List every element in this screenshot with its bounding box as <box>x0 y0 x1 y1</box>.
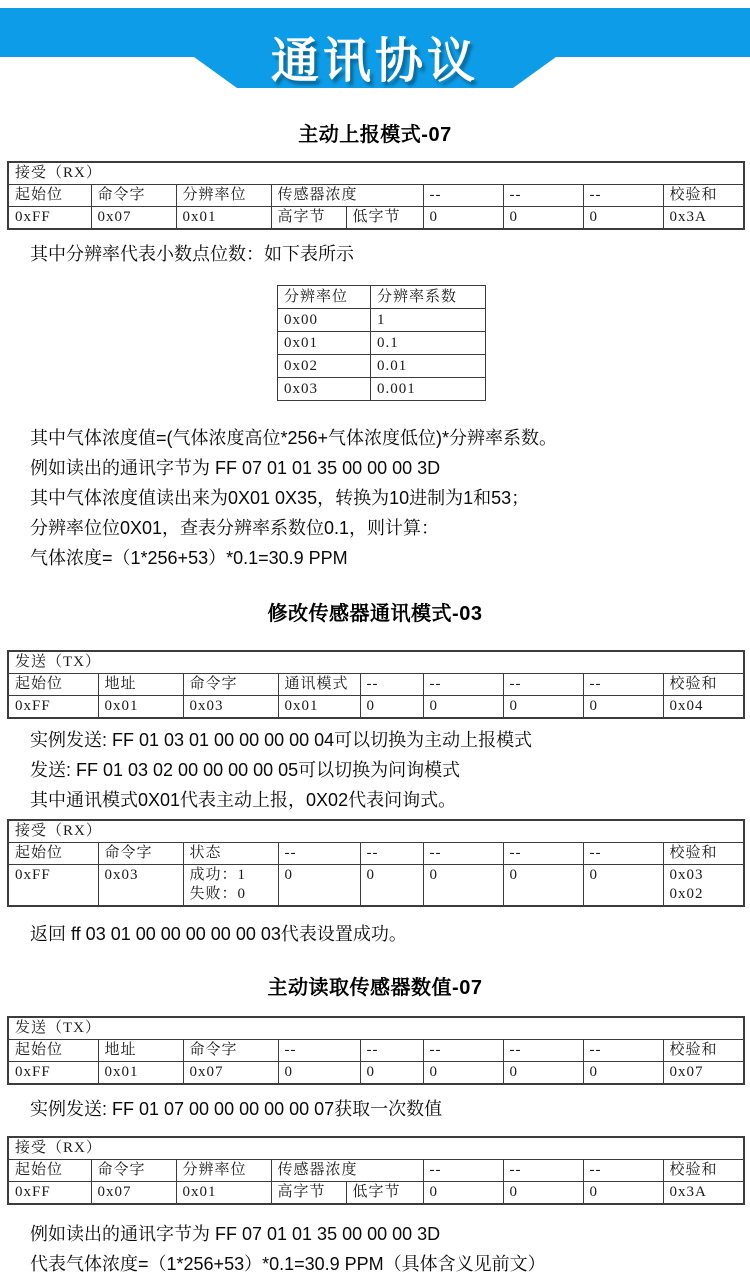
header-cell: -- <box>423 1160 503 1182</box>
rx-table-active-report <box>7 161 745 230</box>
paragraph-line: 分辨率位位0X01，查表分辨率系数位0.1，则计算： <box>30 518 440 538</box>
status-success-line: 成功：1 <box>189 867 247 883</box>
value-cell: 低字节 <box>346 207 423 230</box>
value-cell: 1 <box>371 309 486 332</box>
value-cell: 0xFF <box>8 865 98 907</box>
value-cell: 0x01 <box>98 1062 183 1085</box>
header-cell: 分辨率位 <box>176 1160 271 1182</box>
paragraph-line: 例如读出的通讯字节为 FF 07 01 01 35 00 00 00 3D <box>30 458 441 478</box>
header-cell: 状态 <box>183 843 278 865</box>
resolution-note: 其中分辨率代表小数点位数：如下表所示 <box>30 244 354 264</box>
header-cell: -- <box>503 1040 583 1062</box>
value-cell: 0 <box>583 1062 663 1085</box>
header-cell: -- <box>583 1160 663 1182</box>
value-cell: 0x07 <box>91 1182 176 1205</box>
paragraph-line: 发送: FF 01 03 02 00 00 00 00 05可以切换为问询模式 <box>30 760 461 780</box>
header-cell: -- <box>503 674 583 696</box>
value-cell: 0.01 <box>371 355 486 378</box>
value-cell: 0 <box>503 865 583 907</box>
header-cell: 命令字 <box>183 1040 278 1062</box>
header-cell: -- <box>503 1160 583 1182</box>
mode-examples-paragraph <box>30 725 750 815</box>
value-cell: 0 <box>583 207 663 230</box>
value-cell: 0x03 <box>278 378 371 401</box>
header-cell: -- <box>503 185 583 207</box>
header-cell: -- <box>423 674 503 696</box>
explanation-paragraph <box>30 423 750 573</box>
rx-table-read-value <box>7 1136 745 1205</box>
header-cell: -- <box>278 843 360 865</box>
value-cell: 0xFF <box>8 1062 98 1085</box>
value-cell: 0x01 <box>278 696 360 719</box>
banner <box>0 8 750 88</box>
value-cell: 0x03 <box>98 865 183 907</box>
table-caption: 接受（RX） <box>8 1137 744 1160</box>
final-paragraph <box>30 1219 750 1279</box>
header-cell: -- <box>360 843 423 865</box>
value-cell: 0x04 <box>663 696 744 719</box>
header-cell: 命令字 <box>91 1160 176 1182</box>
value-cell: 0 <box>503 1182 583 1205</box>
value-cell: 高字节 <box>271 207 346 230</box>
value-cell: 0x02 <box>278 355 371 378</box>
header-cell: -- <box>360 1040 423 1062</box>
header-cell: 分辨率系数 <box>371 286 486 309</box>
value-cell: 0x3A <box>663 207 744 230</box>
value-cell: 0x01 <box>278 332 371 355</box>
value-cell: 0 <box>360 865 423 907</box>
value-cell: 0 <box>423 1062 503 1085</box>
section-title-change-mode: 修改传感器通讯模式-03 <box>267 603 483 625</box>
value-cell: 0 <box>503 1062 583 1085</box>
value-cell: 0 <box>503 696 583 719</box>
header-cell: 命令字 <box>91 185 176 207</box>
value-cell: 0x07 <box>183 1062 278 1085</box>
value-cell: 0 <box>583 865 663 907</box>
table-caption: 发送（TX） <box>8 651 744 674</box>
header-cell: 起始位 <box>8 674 98 696</box>
header-cell: -- <box>503 843 583 865</box>
header-cell: 命令字 <box>183 674 278 696</box>
value-cell: 0 <box>583 696 663 719</box>
value-cell: 0x07 <box>91 207 176 230</box>
paragraph-line: 其中通讯模式0X01代表主动上报，0X02代表问询式。 <box>30 790 457 810</box>
header-cell: 分辨率位 <box>176 185 271 207</box>
header-cell: 校验和 <box>663 1160 744 1182</box>
header-cell: 分辨率位 <box>278 286 371 309</box>
header-cell: -- <box>423 185 503 207</box>
header-cell: -- <box>360 674 423 696</box>
send-example-note: 实例发送: FF 01 07 00 00 00 00 00 07获取一次数值 <box>30 1099 443 1119</box>
header-cell: 地址 <box>98 674 183 696</box>
section-title-active-report: 主动上报模式-07 <box>298 124 452 146</box>
tx-table-read-value <box>7 1016 745 1085</box>
value-cell: 0x01 <box>176 207 271 230</box>
page-title: 通讯协议 <box>270 35 479 88</box>
value-cell <box>183 865 278 907</box>
value-cell: 0 <box>278 865 360 907</box>
value-cell: 0 <box>423 207 503 230</box>
checksum-line: 0x03 <box>669 867 704 883</box>
header-cell: 起始位 <box>8 185 91 207</box>
section-title-read-value: 主动读取传感器数值-07 <box>267 977 483 999</box>
paragraph-line: 其中气体浓度值=(气体浓度高位*256+气体浓度低位)*分辨率系数。 <box>30 428 558 448</box>
header-cell: -- <box>583 674 663 696</box>
value-cell: 0 <box>423 1182 503 1205</box>
value-cell: 高字节 <box>271 1182 346 1205</box>
value-cell: 0 <box>583 1182 663 1205</box>
value-cell: 0xFF <box>8 696 98 719</box>
value-cell: 0x00 <box>278 309 371 332</box>
value-cell: 低字节 <box>346 1182 423 1205</box>
value-cell: 0 <box>278 1062 360 1085</box>
header-cell: 命令字 <box>98 843 183 865</box>
value-cell: 0xFF <box>8 1182 91 1205</box>
table-caption: 接受（RX） <box>8 162 744 185</box>
header-cell: 传感器浓度 <box>271 185 423 207</box>
table-caption: 接受（RX） <box>8 820 744 843</box>
header-cell: 起始位 <box>8 1160 91 1182</box>
header-cell: 起始位 <box>8 1040 98 1062</box>
value-cell: 0x01 <box>176 1182 271 1205</box>
resolution-table <box>277 285 486 401</box>
header-cell: 通讯模式 <box>278 674 360 696</box>
paragraph-line: 例如读出的通讯字节为 FF 07 01 01 35 00 00 00 3D <box>30 1224 441 1244</box>
value-cell: 0.1 <box>371 332 486 355</box>
paragraph-line: 实例发送: FF 01 03 01 00 00 00 00 04可以切换为主动上报模式 <box>30 730 533 750</box>
value-cell: 0 <box>423 696 503 719</box>
header-cell: -- <box>278 1040 360 1062</box>
rx-table-change-mode <box>7 819 745 907</box>
value-cell: 0 <box>503 207 583 230</box>
header-cell: 校验和 <box>663 843 744 865</box>
table-caption: 发送（TX） <box>8 1017 744 1040</box>
value-cell <box>663 865 744 907</box>
value-cell: 0xFF <box>8 207 91 230</box>
value-cell: 0 <box>360 696 423 719</box>
header-cell: 校验和 <box>663 185 744 207</box>
paragraph-line: 代表气体浓度=（1*256+53）*0.1=30.9 PPM（具体含义见前文） <box>30 1254 546 1274</box>
value-cell: 0.001 <box>371 378 486 401</box>
status-fail-line: 失败：0 <box>189 886 247 902</box>
value-cell: 0x3A <box>663 1182 744 1205</box>
value-cell: 0x07 <box>663 1062 744 1085</box>
header-cell: 传感器浓度 <box>271 1160 423 1182</box>
header-cell: -- <box>423 1040 503 1062</box>
value-cell: 0x01 <box>98 696 183 719</box>
header-cell: -- <box>583 185 663 207</box>
value-cell: 0x03 <box>183 696 278 719</box>
value-cell: 0 <box>360 1062 423 1085</box>
header-cell: -- <box>423 843 503 865</box>
header-cell: -- <box>583 843 663 865</box>
tx-table-change-mode <box>7 650 745 719</box>
header-cell: 地址 <box>98 1040 183 1062</box>
header-cell: 校验和 <box>663 674 744 696</box>
paragraph-line: 其中气体浓度值读出来为0X01 0X35，转换为10进制为1和53； <box>30 488 530 508</box>
paragraph-line: 气体浓度=（1*256+53）*0.1=30.9 PPM <box>30 548 348 568</box>
checksum-line: 0x02 <box>669 886 704 902</box>
header-cell: 校验和 <box>663 1040 744 1062</box>
header-cell: 起始位 <box>8 843 98 865</box>
value-cell: 0 <box>423 865 503 907</box>
header-cell: -- <box>583 1040 663 1062</box>
return-note: 返回 ff 03 01 00 00 00 00 00 03代表设置成功。 <box>30 924 407 944</box>
